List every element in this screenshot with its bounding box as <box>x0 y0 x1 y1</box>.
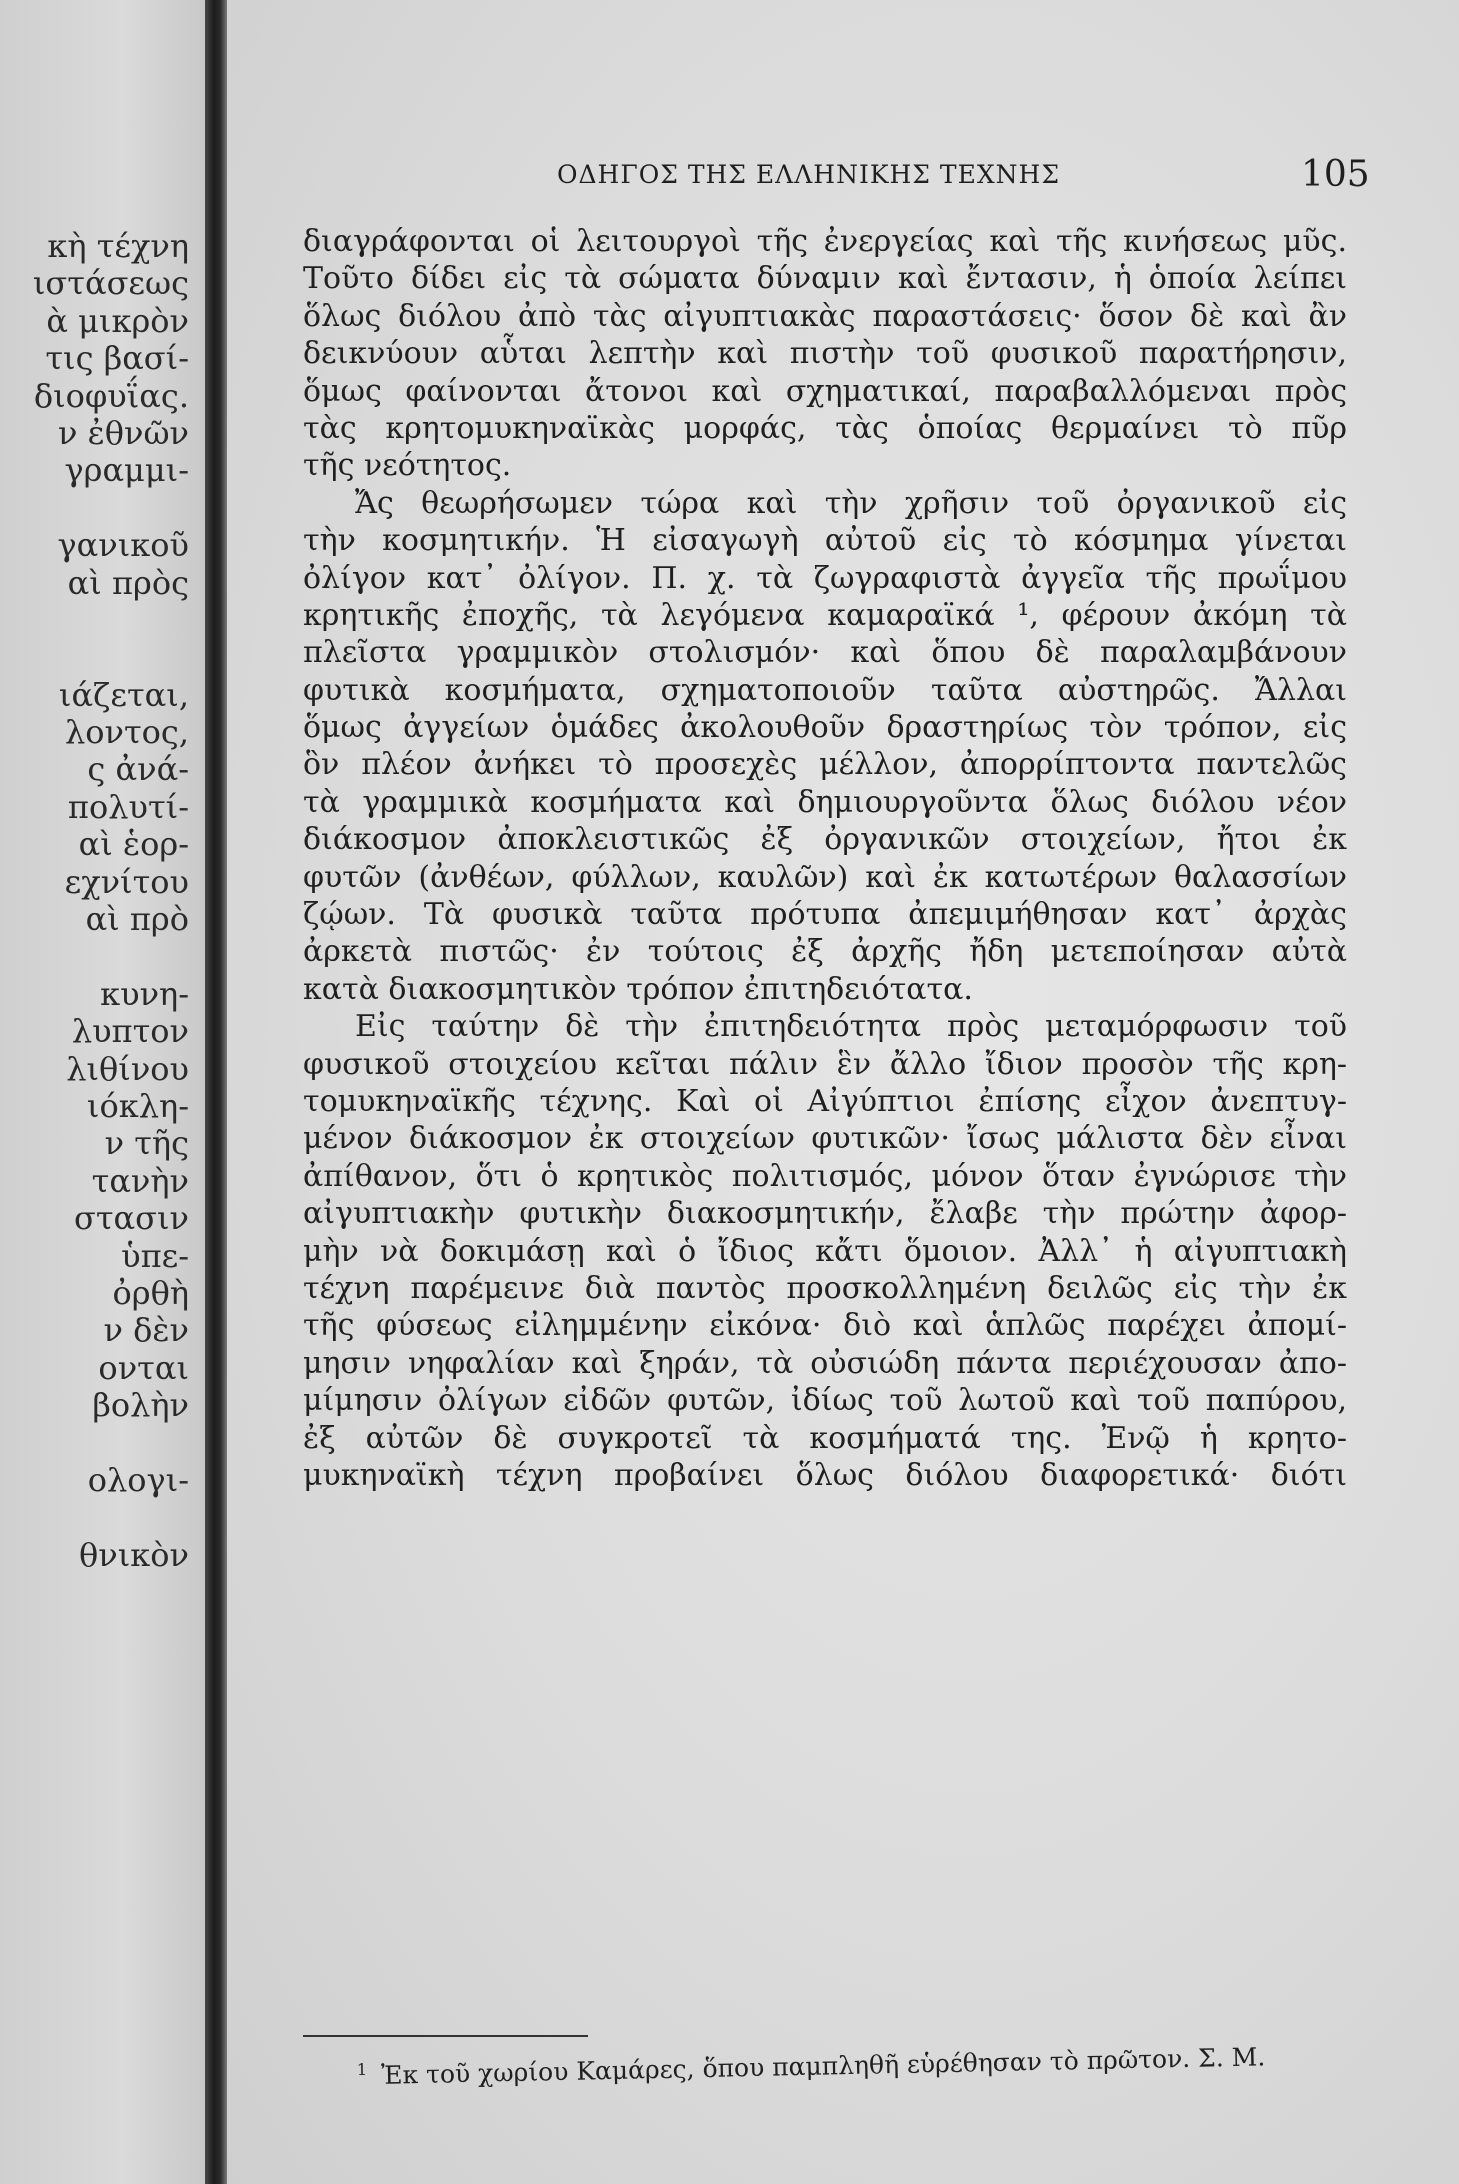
text-line: ὃν πλέον ἀνήκει τὸ προσεχὲς μέλλον, ἀπορρίπτοντα παντελῶς <box>303 747 1347 783</box>
text-line: μίμησιν ὀλίγων εἰδῶν φυτῶν, ἰδίως τοῦ λωτοῦ καὶ τοῦ παπύρου, <box>303 1383 1347 1419</box>
text-line: πλεῖστα γραμμικὸν στολισμόν· καὶ ὅπου δὲ παραλαμβάνουν <box>303 635 1347 671</box>
previous-page-fragment <box>0 639 189 676</box>
previous-page-fragment: ονται <box>98 1348 189 1387</box>
previous-page-fragment <box>0 602 189 639</box>
text-line: Ἄς θεωρήσωμεν τώρα καὶ τὴν χρῆσιν τοῦ ὀργανικοῦ εἰς <box>355 485 1347 521</box>
text-line: ζῴων. Τὰ φυσικὰ ταῦτα πρότυπα ἀπεμιμήθησαν κατ᾽ ἀρχὰς <box>303 897 1347 933</box>
running-header-title: ΟΔΗΓΟΣ ΤΗΣ ΕΛΛΗΝΙΚΗΣ ΤΕΧΝΗΣ <box>557 160 1061 189</box>
book-page <box>227 0 1459 2184</box>
previous-page-fragment: λιθίνου <box>66 1049 189 1088</box>
text-line: φυτῶν (ἀνθέων, φύλλων, καυλῶν) καὶ ἐκ κατωτέρων θαλασσίων <box>303 859 1347 895</box>
previous-page-fragment: ὑπε- <box>121 1236 189 1275</box>
footnote-rule <box>303 2035 588 2037</box>
previous-page-fragment: τανὴν <box>91 1161 189 1200</box>
previous-page-fragment: τις βασί- <box>45 339 189 378</box>
text-line: Εἰς ταύτην δὲ τὴν ἐπιτηδειότητα πρὸς μεταμόρφωσιν τοῦ <box>355 1009 1347 1045</box>
previous-page-fragment: κὴ τέχνη <box>47 227 189 265</box>
text-line: τὰς κρητομυκηναϊκὰς μορφάς, τὰς ὁποίας θερμαίνει τὸ πῦρ <box>303 410 1347 446</box>
text-line: Τοῦτο δίδει εἰς τὰ σώματα δύναμιν καὶ ἔντασιν, ἡ ὁποία λείπει <box>303 261 1347 297</box>
text-line: ὅμως φαίνονται ἄτονοι καὶ σχηματικαί, παραβαλλόμεναι πρὸς <box>303 373 1347 409</box>
running-header <box>227 154 1459 200</box>
footnote-text: Ἐκ τοῦ χωρίου Καμάρες, ὅπου παμπληθῆ εὑρέθησαν τὸ πρῶτον. Σ. Μ. <box>380 2042 1266 2090</box>
previous-page-fragment: ὰ μικρὸν <box>46 301 189 340</box>
text-line: ἐξ αὐτῶν δὲ συγκροτεῖ τὰ κοσμήματά της. Ἐνῷ ἡ κρητο- <box>303 1420 1347 1456</box>
previous-page-fragment: αὶ πρὸ <box>85 900 189 939</box>
previous-page-fragment: αὶ ἑορ- <box>78 825 189 864</box>
previous-page-fragment: βολὴν <box>92 1386 189 1425</box>
book-spine <box>205 0 227 2184</box>
previous-page-fragment: διοφυΐας. <box>33 376 189 415</box>
text-line: τῆς νεότητος. <box>303 448 512 484</box>
footnote <box>357 2041 1266 2090</box>
text-line: δεικνύουν αὗται λεπτὴν καὶ πιστὴν τοῦ φυσικοῦ παρατήρησιν, <box>303 336 1347 372</box>
previous-page-fragment: λυπτον <box>71 1012 189 1051</box>
text-line: μένον διάκοσμον ἐκ στοιχείων φυτικῶν· ἴσως μάλιστα δὲν εἶναι <box>303 1121 1347 1157</box>
previous-page-text-fragments <box>0 228 189 1574</box>
previous-page-fragment: ιάζεται, <box>58 675 189 714</box>
text-line: φυσικοῦ στοιχείου κεῖται πάλιν ἓν ἄλλο ἴδιον προσὸν τῆς κρη- <box>303 1046 1347 1082</box>
previous-page-fragment <box>0 938 189 975</box>
previous-page-fragment <box>0 1425 189 1462</box>
previous-page-fragment: ιστάσεως <box>32 264 189 303</box>
previous-page-fragment: αὶ πρὸς <box>67 563 189 602</box>
text-line: τὰ γραμμικὰ κοσμήματα καὶ δημιουργοῦντα ὅλως διόλου νέον <box>303 784 1347 820</box>
text-line: μυκηναϊκὴ τέχνη προβαίνει ὅλως διόλου διαφορετικά· διότι <box>303 1457 1347 1493</box>
text-line: ἀπίθανον, ὅτι ὁ κρητικὸς πολιτισμός, μόνον ὅταν ἐγνώρισε τὴν <box>303 1158 1347 1194</box>
previous-page-fragment: εχνίτου <box>64 862 189 901</box>
previous-page-fragment: θνικὸν <box>79 1535 189 1574</box>
previous-page-fragment: γανικοῦ <box>57 526 189 565</box>
previous-page-fragment: πολυτί- <box>67 787 189 826</box>
previous-page-fragment: κυνη- <box>100 974 189 1013</box>
text-line: διαγράφονται οἱ λειτουργοὶ τῆς ἐνεργείας καὶ τῆς κινήσεως μῦς. <box>303 224 1347 259</box>
previous-page-edge <box>0 0 205 2184</box>
text-line: κρητικῆς ἐποχῆς, τὰ λεγόμενα καμαραϊκά ¹, φέρουν ἀκόμη τὰ <box>303 597 1347 633</box>
text-line: τέχνη παρέμεινε διὰ παντὸς προσκολλημένη δειλῶς εἰς τὴν ἐκ <box>303 1270 1347 1306</box>
previous-page-fragment: ολογι- <box>87 1460 189 1499</box>
previous-page-fragment: ν δὲν <box>103 1311 189 1350</box>
previous-page-fragment <box>0 1499 189 1536</box>
text-line: αἰγυπτιακὴν φυτικὴν διακοσμητικήν, ἔλαβε τὴν πρώτην ἀφορ- <box>303 1196 1347 1232</box>
page-number: 105 <box>1301 154 1370 195</box>
previous-page-fragment: ν τῆς <box>104 1124 189 1163</box>
text-line: διάκοσμον ἀποκλειστικῶς ἐξ ὀργανικῶν στοιχείων, ἤτοι ἐκ <box>303 822 1347 858</box>
footnote-marker: 1 <box>356 2059 368 2079</box>
text-line: ἀρκετὰ πιστῶς· ἐν τούτοις ἐξ ἀρχῆς ἤδη μετεποίησαν αὐτὰ <box>303 934 1347 970</box>
text-line: φυτικὰ κοσμήματα, σχηματοποιοῦν ταῦτα αὐστηρῶς. Ἄλλαι <box>303 672 1347 708</box>
body-text <box>303 223 1347 1494</box>
previous-page-fragment: ς ἀνά- <box>87 750 189 789</box>
previous-page-fragment: ν ἐθνῶν <box>57 413 189 452</box>
previous-page-fragment: λοντος, <box>64 713 189 752</box>
text-line: ὅμως ἀγγείων ὁμάδες ἀκολουθοῦν δραστηρίως τὸν τρόπον, εἰς <box>303 710 1347 746</box>
previous-page-fragment <box>0 490 189 527</box>
previous-page-fragment: στασιν <box>74 1199 189 1238</box>
text-line: τῆς φύσεως εἰλημμένην εἰκόνα· διὸ καὶ ἁπλῶς παρέχει ἀπομί- <box>303 1308 1347 1344</box>
text-line: μὴν νὰ δοκιμάσῃ καὶ ὁ ἴδιος κἄτι ὅμοιον. Ἀλλ᾽ ἡ αἰγυπτιακὴ <box>303 1233 1347 1269</box>
text-line: κατὰ διακοσμητικὸν τρόπον ἐπιτηδειότατα. <box>303 971 973 1007</box>
text-line: τομυκηναϊκῆς τέχνης. Καὶ οἱ Αἰγύπτιοι ἐπίσης εἶχον ἀνεπτυγ- <box>303 1083 1347 1119</box>
text-line: ὅλως διόλου ἀπὸ τὰς αἰγυπτιακὰς παραστάσεις· ὅσον δὲ καὶ ἂν <box>303 298 1347 334</box>
previous-page-fragment: ὀρθὴ <box>112 1273 189 1312</box>
text-line: ὀλίγον κατ᾽ ὀλίγον. Π. χ. τὰ ζωγραφιστὰ ἀγγεῖα τῆς πρωΐμου <box>303 560 1347 596</box>
text-line: μησιν νηφαλίαν καὶ ξηράν, τὰ οὐσιώδη πάντα περιέχουσαν ἀπο- <box>303 1345 1347 1381</box>
previous-page-fragment: γραμμι- <box>64 451 189 490</box>
previous-page-fragment: ιόκλη- <box>86 1086 189 1125</box>
text-line: τὴν κοσμητικήν. Ἡ εἰσαγωγὴ αὐτοῦ εἰς τὸ κόσμημα γίνεται <box>303 523 1347 559</box>
